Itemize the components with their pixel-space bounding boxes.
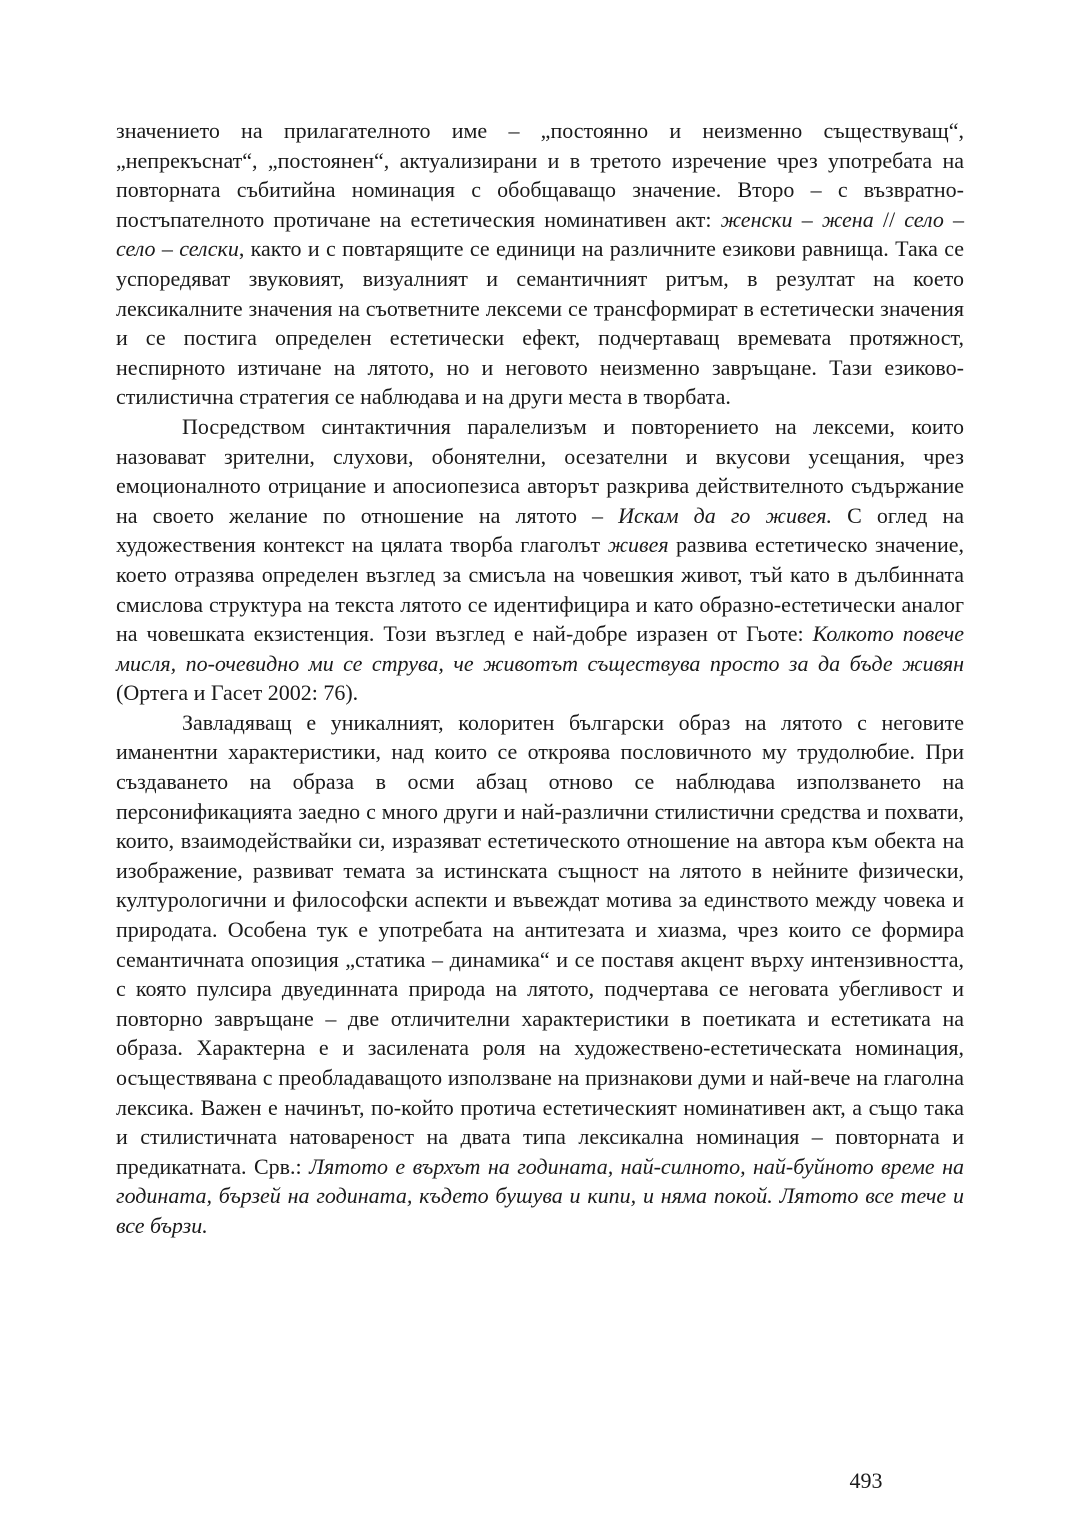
text-run: , както и с повтарящите се единици на различните езикови равнища. Така се успоредяват звуковият, визуалният и семантичният ритъм, в резултат на което лексикалните значения на съответните лексеми се трансформират в естетически значения и се постига определен естетически ефект, подчертаващ времевата протяжност, неспирното изтичане на лятото, но и неговото неизменно завръщане. Тази езиково-стилистична стратегия се наблюдава и на други места в творбата. — [116, 236, 964, 410]
page-number: 493 — [849, 1468, 883, 1493]
text-run: С оглед на художествения контекст на цялата творба глаголът — [116, 502, 965, 558]
text-run: // — [873, 206, 905, 232]
text-run: (Ортега и Гасет 2002: 76). — [116, 680, 359, 706]
text-run: Посредством синтактичния паралелизъм и повторението на лексеми, които назовават зрителни, слухови, обонятелни, осезателни и вкусови усещания, чрез емоционалното отрицание и апосиопезиса авторът разкрива действителното съдържание на своето желание по отношение на лятото – — [116, 413, 964, 528]
page-body — [116, 116, 964, 1241]
italic-run: село – село – селски — [116, 206, 964, 262]
text-run: значението на прилагателното име – „постоянно и неизменно съществуващ“, „непрекъснат“, „постоянен“, актуализирани и в третото изречение чрез употребата на повторната събитийна номинация с обобщаващо значение. Второ – с възвратно-постъпателното протичане на естетическия номинативен акт: — [116, 118, 964, 232]
italic-run: Колкото повече мисля, по-очевидно ми се струва, че животът съществува просто за да бъде живян — [116, 621, 964, 676]
italic-run: Искам да го живея. — [618, 502, 833, 528]
paragraph-2 — [116, 412, 964, 708]
italic-run: живея — [607, 532, 669, 558]
text-run: развива естетическо значение, което отразява определен възглед за смисъла на човешкия живот, тъй като в дълбинната смислова структура на текста лятото се идентифицира и като образно-естетически аналог на човешката екзистенция. Този възглед е най-добре изразен от Гьоте: — [116, 532, 964, 647]
text-run: Завладяващ е уникалният, колоритен български образ на лятото с неговите иманентни характеристики, над които се откроява пословичното му трудолюбие. При създаването на образа в осми абзац отново се наблюдава използването на персонификацията заедно с много други и най-различни стилистични средства и похвати, които, взаимодействайки си, изразяват естетическото отношение на автора към обекта на изображение, развиват темата за истинската същност на лятото в нейните физически, културологични и философски аспекти и въвеждат мотива за единството между човека и природата. Особена тук е употребата на антитезата и хиазма, чрез които се формира семантичната опозиция „статика – динамика“ и се поставя акцент върху интензивността, с която пулсира двуединната природа на лятото, подчертава се неговата убегливост и повторно завръщане – две отличителни характеристики в поетиката и естетиката на образа. Характерна е и засилената роля на художествено-естетическата номинация, осъществявана с преобладаващото използване на признакови думи и най-вече на глаголна лексика. Важен е начинът, по-който протича естетическият номинативен акт, а също така и стилистичната натовареност на двата типа лексикална номинация – повторната и предикатната. Срв.: — [116, 709, 964, 1179]
paragraph-1 — [116, 116, 964, 412]
italic-run: женски – жена — [720, 206, 874, 232]
italic-run: Лятото е върхът на годината, най-силното, най-буйното време на годината, бързей на годината, където бушува и кипи, и няма покой. Лятото все тече и все бързи. — [116, 1153, 964, 1238]
paragraph-3 — [116, 708, 964, 1241]
